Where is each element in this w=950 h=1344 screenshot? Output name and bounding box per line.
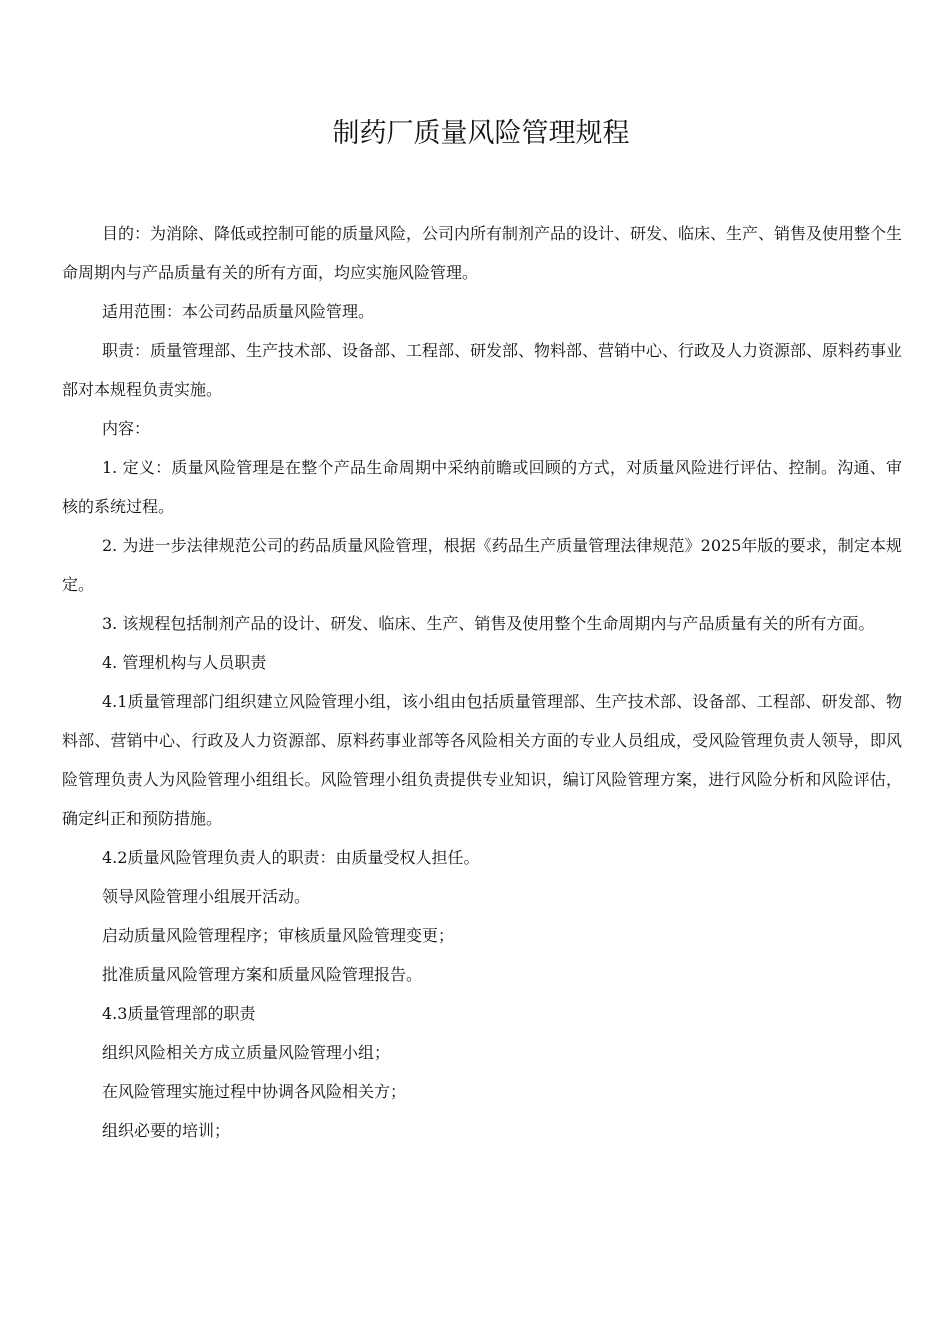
responsibility-paragraph: 职责：质量管理部、生产技术部、设备部、工程部、研发部、物料部、营销中心、行政及人力资源部、原料药事业部对本规程负责实施。 [62, 341, 903, 399]
qa-duty-2: 在风险管理实施过程中协调各风险相关方； [102, 1082, 407, 1101]
qa-duty-1: 组织风险相关方成立质量风险管理小组； [102, 1043, 391, 1062]
document-body [62, 214, 902, 1150]
section-4-1-paragraph: 4.1质量管理部门组织建立风险管理小组，该小组由包括质量管理部、生产技术部、设备部、工程部、研发部、物料部、营销中心、行政及人力资源部、原料药事业部等各风险相关方面的专业人员组成，受风险管理负责人领导，即风险管理负责人为风险管理小组组长。风险管理小组负责提供专业知识，编订风险管理方案，进行风险分析和风险评估，确定纠正和预防措施。 [62, 692, 902, 828]
scope-paragraph: 适用范围：本公司药品质量风险管理。 [102, 302, 375, 321]
content-heading: 内容： [102, 419, 151, 438]
leader-duty-2: 启动质量风险管理程序；审核质量风险管理变更； [102, 926, 455, 945]
basis-paragraph: 2. 为进一步法律规范公司的药品质量风险管理，根据《药品生产质量管理法律规范》2025年版的要求，制定本规定。 [62, 536, 902, 594]
leader-duty-1: 领导风险管理小组展开活动。 [102, 887, 311, 906]
section-4-2-paragraph: 4.2质量风险管理负责人的职责：由质量受权人担任。 [102, 848, 480, 867]
definition-paragraph: 1. 定义：质量风险管理是在整个产品生命周期中采纳前瞻或回顾的方式，对质量风险进行评估、控制。沟通、审核的系统过程。 [62, 458, 902, 516]
document-title: 制药厂质量风险管理规程 [332, 118, 630, 149]
section-4-3-heading: 4.3质量管理部的职责 [102, 1004, 256, 1023]
coverage-paragraph: 3. 该规程包括制剂产品的设计、研发、临床、生产、销售及使用整个生命周期内与产品质量有关的所有方面。 [102, 614, 875, 633]
leader-duty-3: 批准质量风险管理方案和质量风险管理报告。 [102, 965, 423, 984]
purpose-paragraph: 目的：为消除、降低或控制可能的质量风险，公司内所有制剂产品的设计、研发、临床、生产、销售及使用整个生命周期内与产品质量有关的所有方面，均应实施风险管理。 [62, 224, 903, 282]
qa-duty-3: 组织必要的培训； [102, 1121, 231, 1140]
organization-heading: 4. 管理机构与人员职责 [102, 653, 267, 672]
